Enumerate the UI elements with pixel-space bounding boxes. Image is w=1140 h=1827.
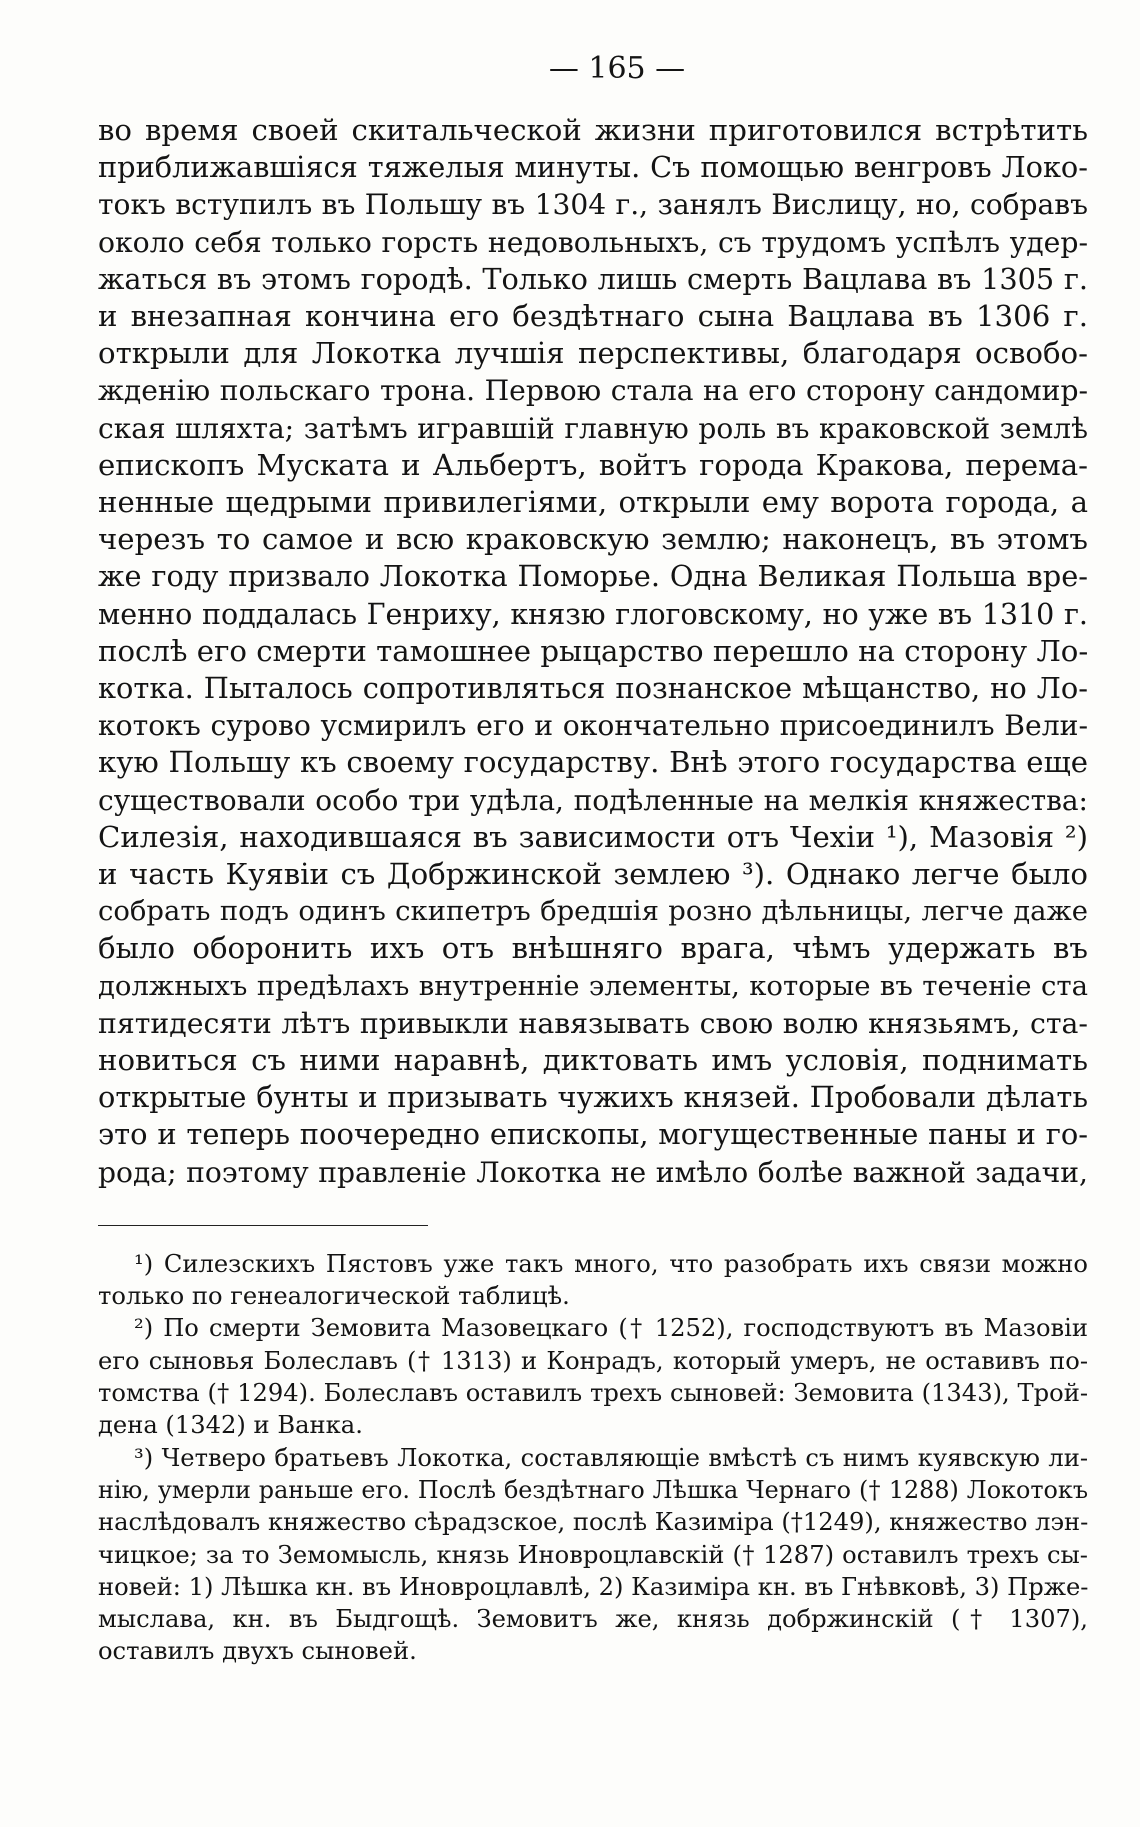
body-line: котка. Пыталось сопротивляться познанское мѣщанство, но Ло-	[98, 671, 1088, 706]
body-line: послѣ его смерти тамошнее рыцарство перешло на сторону Ло-	[98, 633, 1089, 668]
body-line: черезъ то самое и всю краковскую землю; наконецъ, въ этомъ	[98, 522, 1088, 557]
footnote-line: томства († 1294). Болеславъ оставилъ трехъ сыновей: Земовита (1343), Трой-	[98, 1379, 1088, 1408]
body-line: пятидесяти лѣтъ привыкли навязывать свою волю князьямъ, ста-	[98, 1006, 1088, 1040]
footnote-line: дена (1342) и Ванка.	[98, 1411, 363, 1440]
body-line: менно поддалась Генриху, князю глоговскому, но уже въ 1310 г.	[98, 596, 1088, 631]
body-line: жденію польскаго трона. Первою стала на его сторону сандомир-	[98, 374, 1088, 408]
body-line: приближавшіяся тяжелыя минуты. Съ помощью венгровъ Локо-	[98, 150, 1088, 185]
footnote-line: ³) Четверо братьевъ Локотка, составляющіе вмѣстѣ съ нимъ куявскую ли-	[134, 1443, 1088, 1472]
body-line: и часть Куявіи съ Добржинской землею ³). Однако легче было	[98, 857, 1088, 892]
footnote-line: ¹) Силезскихъ Пястовъ уже такъ много, что разобрать ихъ связи можно	[134, 1249, 1088, 1278]
body-text	[98, 112, 1088, 1191]
body-line: существовали особо три удѣла, подѣленные на мелкія княжества:	[98, 783, 1088, 817]
body-line: же году призвало Локотка Поморье. Одна Великая Польша вре-	[98, 559, 1088, 594]
body-line: ненные щедрыми привилегіями, открыли ему ворота города, а	[98, 485, 1088, 520]
page-number: — 165 —	[548, 51, 686, 86]
body-line: рода; поэтому правленіе Локотка не имѣло болѣе важной задачи,	[98, 1155, 1088, 1189]
footnote-line: мыслава, кн. въ Быдгощѣ. Земовитъ же, князь добржинскій († 1307),	[98, 1605, 1088, 1634]
footnote-line: его сыновья Болеславъ († 1313) и Конрадъ, который умеръ, не оставивъ по-	[98, 1346, 1088, 1375]
body-line: ская шляхта; затѣмъ игравшій главную роль въ краковской землѣ	[98, 411, 1088, 445]
body-line: это и теперь поочередно епископы, могущественные паны и го-	[98, 1117, 1088, 1152]
footnote-line: чицкое; за то Земомысль, князь Иноврoцлавскій († 1287) оставилъ трехъ сы-	[98, 1540, 1088, 1569]
body-line: кую Польшу къ своему государству. Внѣ этого государства еще	[98, 745, 1088, 780]
footnote-line: нію, умерли раньше его. Послѣ бездѣтнаго Лѣшка Чернаго († 1288) Локотокъ	[98, 1475, 1088, 1504]
footnote-line: наслѣдовалъ княжество сѣрадзское, послѣ Казиміра (†1249), княжество лэн-	[98, 1508, 1089, 1537]
body-line: открыли для Локотка лучшія перспективы, благодаря освобо-	[98, 336, 1088, 371]
footnote-line: новей: 1) Лѣшка кн. въ Иновроцлавлѣ, 2) Казиміра кн. въ Гнѣвковѣ, 3) Прже-	[98, 1572, 1089, 1601]
body-line: котокъ сурово усмирилъ его и окончательно присоединилъ Вели-	[98, 709, 1088, 743]
body-line: и внезапная кончина его бездѣтнаго сына Вацлава въ 1306 г.	[98, 299, 1088, 334]
footnote-line: оставилъ двухъ сыновей.	[98, 1637, 417, 1666]
body-line: открытые бунты и призывать чужихъ князей. Пробовали дѣлать	[98, 1080, 1088, 1115]
footnote-line: ²) По смерти Земовита Мазовецкаго († 1252), господствуютъ въ Мазовіи	[134, 1314, 1088, 1343]
body-line: новиться съ ними наравнѣ, диктовать имъ условія, поднимать	[98, 1043, 1088, 1078]
body-line: Силезія, находившаяся въ зависимости отъ Чехіи ¹), Мазовія ²)	[98, 819, 1088, 854]
body-line: около себя только горсть недовольныхъ, съ трудомъ успѣлъ удер-	[98, 225, 1088, 259]
body-line: собрать подъ одинъ скипетръ бредшія розно дѣльницы, легче даже	[98, 896, 1088, 928]
body-line: было оборонить ихъ отъ внѣшняго врага, чѣмъ удержать въ	[98, 931, 1088, 966]
body-line: токъ вступилъ въ Польшу въ 1304 г., занялъ Вислицу, но, собравъ	[98, 188, 1088, 222]
body-line: жаться въ этомъ городѣ. Только лишь смерть Вацлава въ 1305 г.	[98, 261, 1088, 296]
body-line: должныхъ предѣлахъ внутренніе элементы, которые въ теченіе ста	[98, 969, 1088, 1002]
body-line: во время своей скитальческой жизни приготовился встрѣтить	[98, 113, 1088, 147]
footnotes	[98, 1248, 1088, 1668]
footnote-divider	[98, 1225, 428, 1226]
body-line: епископъ Муската и Альбертъ, войтъ города Кракова, перема-	[98, 447, 1088, 482]
footnote-line: только по генеалогической таблицѣ.	[98, 1282, 570, 1311]
